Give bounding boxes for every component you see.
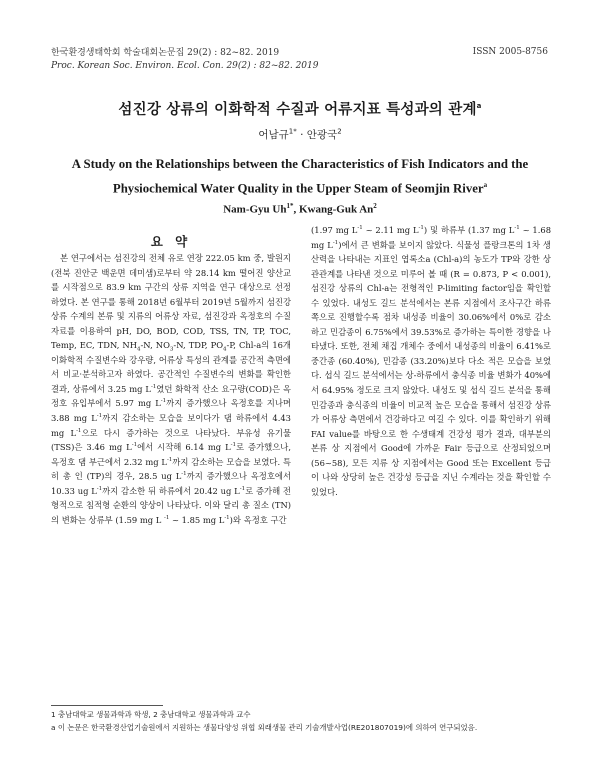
abstract-text: ~ 2.11 mg L [362, 225, 419, 235]
author-en-1: Nam-Gyu Uh [223, 203, 287, 216]
superscript: -1 [163, 515, 170, 522]
abstract-text: 본 연구에서는 섬진강의 전체 유로 연장 222.05 km 중, 발원지 (전북 진안군 백운면 데미샘)로부터 약 28.14 km 떨어진 양산교를 시작점으로 83.9 km 구간의 상류 지역을 연구 대상으로 선정하였다. 본 연구를 통해 2018년 6월부터 2019년 5월까지 섬진강 상류 수계의 본류 및 지류의 어류상 자료, 섬진강과 옥정호의 수질 자료를 이용하여 pH, DO, BOD, COD, TSS, TN, TP, TOC, Temp, EC, TDN, NH [51, 253, 291, 351]
abstract-text: ) 및 하류부 (1.37 mg L [423, 225, 515, 235]
title-korean [0, 98, 600, 119]
abstract-text: 으로 다시 증가하는 것으로 나타났다. 부유성 유기물 (TSS)은 3.46 mg L [51, 427, 292, 453]
footnote-divider [51, 705, 163, 706]
author-ko-separator: · [296, 129, 307, 141]
abstract-text: ~ 1.68 mg L [311, 225, 551, 250]
author-ko-2: 안광국 [306, 129, 338, 141]
superscript: -1 [418, 225, 424, 232]
superscript: -1 [239, 485, 246, 492]
subscript: 3 [169, 346, 174, 353]
abstract-right-column [311, 223, 551, 499]
author-en-1-mark: 1* [286, 202, 294, 210]
title-english [40, 154, 560, 199]
superscript: -1 [230, 442, 237, 449]
footnote-funding: a 이 논문은 한국환경산업기술원에서 지원하는 생물다양성 위협 외래생물 관리 기술개발사업(RE201807019)에 의하여 연구되었음. [51, 723, 478, 732]
abstract-text: 였던 화학적 산소 요구량(COD)은 옥정호 유입부에서 5.97 mg L [51, 383, 291, 409]
journal-citation-en: Proc. Korean Soc. Environ. Ecol. Con. 29(2) : 82~82. 2019 [51, 61, 319, 71]
author-en-2-mark: 2 [373, 202, 377, 210]
superscript: -1 [96, 413, 103, 420]
superscript: -1 [160, 398, 167, 405]
title-korean-text: 섬진강 상류의 이화학적 수질과 어류지표 특성과의 관계 [118, 102, 477, 118]
superscript: -1 [150, 384, 157, 391]
author-ko-1-mark: 1* [288, 127, 297, 136]
journal-header [51, 47, 318, 73]
title-korean-mark: a [476, 102, 482, 111]
author-en-separator: , [293, 203, 299, 216]
issn: ISSN 2005-8756 [472, 47, 548, 57]
abstract-text: 로 증가해 전형적으로 침적형 순환의 양상이 나타났다. 이와 달리 총 질소 (TN)의 변화는 상류부 (1.59 mg L [51, 485, 291, 525]
superscript: -1 [514, 225, 520, 232]
title-english-line-2 [40, 175, 560, 199]
abstract-text: -N, TDP, PO [173, 340, 224, 351]
superscript: -1 [166, 456, 173, 463]
title-english-line-1: A Study on the Relationships between the Characteristics of Fish Indicators and the [71, 157, 529, 171]
abstract-text: (1.97 mg L [311, 225, 358, 235]
abstract-text: 까지 감소하는 모습을 보였다. 특히 총 인 (TP)의 경우, 28.5 ug L [51, 456, 291, 482]
superscript: -1 [224, 515, 230, 522]
abstract-text: )와 옥정호 구간 [229, 514, 287, 525]
authors-korean [0, 127, 600, 142]
abstract-text: 에서 시작해 6.14 mg L [137, 442, 231, 453]
abstract-text: 까지 감소하는 모습을 보이다가 댐 하류에서 4.43 mg L [51, 413, 291, 438]
abstract-text: -P, Chl-a의 16개 이화학적 수질변수와 강우량, 어류상 특성의 관계를 공간적 측면에서 비교·분석하고자 하였다. 공간적인 수질변수의 변화를 확인한 결과, 상류에서 3.25 mg L [51, 340, 291, 394]
superscript: -1 [357, 225, 363, 232]
abstract-text: 까지 증가했으나 옥정호에서 10.33 ug L [51, 471, 291, 496]
subscript: 4 [223, 346, 227, 353]
author-en-2: Kwang-Guk An [298, 203, 374, 216]
superscript: -1 [76, 427, 82, 434]
abstract-text: 까지 감소한 뒤 하류에서 20.42 ug L [102, 485, 240, 496]
abstract-text: -N, NO [140, 340, 170, 351]
superscript: -1 [131, 442, 138, 449]
journal-citation-ko: 한국환경생태학회 학술대회논문집 29(2) : 82~82. 2019 [51, 48, 280, 58]
abstract-text: )에서 큰 변화를 보이지 않았다. 식물성 플랑크톤의 1차 생산력을 나타내는 지표인 엽록소a (Chl-a)의 농도가 TP와 강한 상관관계를 나타낸 것으로 미루어 볼 때 (R = 0.873, P < 0.001), 섬진강 상류의 Chl-a는 전형적인 P-limiting factor임을 확인할 수 있었다. 내성도 길드 분석에서는 본류 지점에서 조사구간 하류 쪽으로 진행할수록 점차 내성종 비율이 30.06%에서 0%로 감소하고 민감종이 6.75%에서 39.53%로 증가하는 특이한 경향을 나타냈다. 또한, 전체 채집 개체수 중에서 내성종의 비율이 6.41%로 중간종 (60.40%), 민감종 (33.20%)보다 다소 적은 모습을 보였다. 섭식 길드 분석에서는 상-하류에서 충식종 비율 변화가 40%에서 64.95% 정도로 크지 않았다. 내성도 및 섭식 길드 분석을 통해 민감종과 충식종의 비율이 비교적 높은 모습을 통해서 섬진강 상류가 어류상 측면에서 건강하다고 여길 수 있다. 이를 확인하기 위해 FAI value를 바탕으로 한 수생태계 건강성 평가 결과, 대부분의 본류 상 지점에서 Good에 가까운 Fair 등급으로 산정되었으며 (56~58), 모든 지류 상 지점에서는 Good 또는 Excellent 등급이 나와 상당히 높은 건강성 등급을 지닌 수계라는 것을 확인할 수 있었다. [311, 239, 551, 497]
title-english-line-2-text: Physiochemical Water Quality in the Upper Steam of Seomjin River [112, 181, 484, 196]
subscript: 4 [136, 346, 141, 353]
footnote-affiliations: 1 충남대학교 생물과학과 학생, 2 충남대학교 생물과학과 교수 [51, 710, 251, 719]
abstract-text: 로 증가했으나, 옥정호 댐 부근에서 2.32 mg L [51, 442, 292, 467]
abstract-text: 까지 증가했으나 옥정호를 지나며 3.88 mg L [51, 398, 291, 424]
abstract-left-column [51, 251, 291, 527]
author-ko-1: 어남규 [258, 129, 289, 141]
superscript: -1 [96, 485, 103, 492]
abstract-text: ~ 1.85 mg L [169, 514, 225, 525]
title-english-mark: a [483, 181, 488, 189]
authors-english [0, 202, 600, 216]
author-ko-2-mark: 2 [337, 127, 342, 136]
superscript: -1 [332, 239, 339, 246]
superscript: -1 [181, 471, 187, 478]
abstract-heading: 요 약 [150, 234, 192, 249]
